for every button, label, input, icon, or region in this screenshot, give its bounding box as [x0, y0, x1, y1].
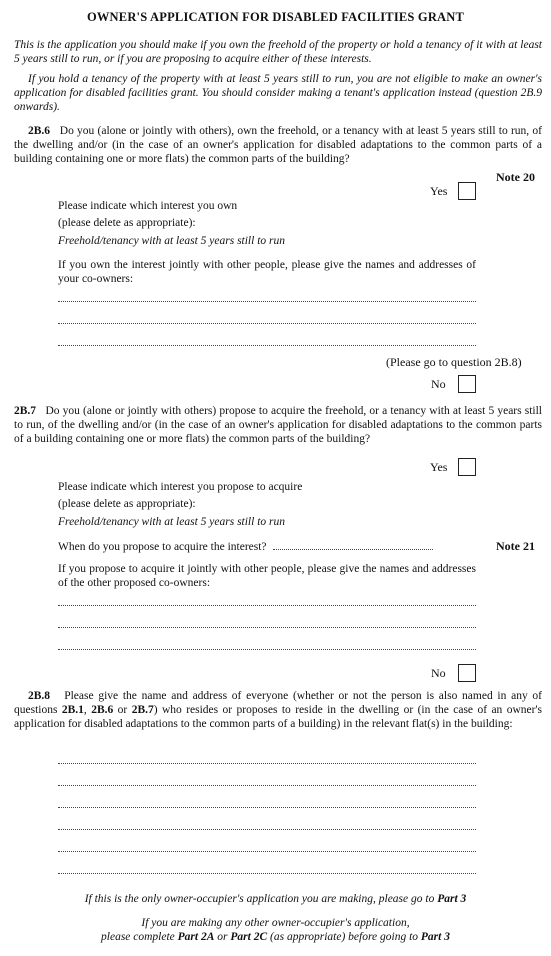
yes-checkbox-2b6[interactable] [458, 182, 476, 200]
question-text: Do you (alone or jointly with others), own the freehold, or a tenancy with at least 5 years still to run, of the dwelling and/or (in the case of an owner's application for disabled adaptations to the common parts of a building containing one or more flats) the common parts of the building? [14, 125, 542, 165]
separator: , [83, 704, 92, 716]
coowner-line[interactable] [58, 648, 476, 650]
part-ref: Part 3 [437, 893, 467, 905]
footer-text: please complete [101, 931, 178, 943]
question-ref: 2B.1 [61, 704, 84, 716]
separator: or [113, 704, 132, 716]
interest-acquire-prompt: Please indicate which interest you propose to acquire [58, 481, 303, 493]
acquire-date-field[interactable] [273, 539, 433, 550]
resident-line[interactable] [58, 872, 476, 874]
question-2b8 [14, 689, 542, 731]
no-label: No [431, 377, 446, 391]
acquire-date-prompt: When do you propose to acquire the interest? [58, 541, 267, 553]
question-text: ) who resides or proposes to reside in the dwelling or (in the case of an owner's application for disabled adaptations to the common parts of a building) in the relevant flat(s) in the building: [14, 704, 542, 730]
question-text: Please give the name and address of everyone (whether or not the person is also named in any of questions [14, 690, 542, 716]
page-title: OWNER'S APPLICATION FOR DISABLED FACILITIES GRANT [86, 10, 465, 24]
question-text: Do you (alone or jointly with others) propose to acquire the freehold, or a tenancy with at least 5 years still to run, of the dwelling and/or (in the case of an owner's application for disabled adaptations to the common parts of a building containing one or more flats) the common parts of the building? [14, 405, 542, 445]
coowner-line[interactable] [58, 626, 476, 628]
yes-label: Yes [430, 184, 448, 198]
part-ref: Part 3 [420, 931, 450, 943]
coowner-line[interactable] [58, 344, 476, 346]
question-number: 2B.8 [28, 690, 51, 702]
interest-options[interactable]: Freehold/tenancy with at least 5 years still to run [58, 235, 285, 247]
part-ref: Part 2C [230, 931, 268, 943]
footer-instruction-2: If you are making any other owner-occupier's application, [141, 917, 410, 929]
footer-instruction-1 [0, 892, 551, 906]
note-20: Note 20 [496, 170, 535, 184]
footer-instruction-3 [0, 930, 551, 944]
question-number: 2B.7 [14, 405, 37, 417]
coowners-prompt: If you own the interest jointly with other people, please give the names and addresses of your co-owners: [58, 259, 476, 285]
question-number: 2B.6 [28, 125, 51, 137]
footer-text: If this is the only owner-occupier's application you are making, please go to [84, 893, 438, 905]
resident-line[interactable] [58, 850, 476, 852]
goto-2b8-instruction: (Please go to question 2B.8) [386, 355, 522, 369]
resident-line[interactable] [58, 784, 476, 786]
yes-label: Yes [430, 460, 448, 474]
delete-instruction: (please delete as appropriate): [58, 498, 196, 510]
coowner-line[interactable] [58, 300, 476, 302]
question-ref: 2B.7 [131, 704, 154, 716]
footer-text: (as appropriate) before going to [267, 931, 421, 943]
resident-line[interactable] [58, 828, 476, 830]
acquire-date-row [58, 539, 478, 554]
resident-line[interactable] [58, 762, 476, 764]
question-2b6 [14, 124, 542, 166]
intro-paragraph: This is the application you should make if you own the freehold of the property or hold a tenancy of it with at least 5 years still to run, or if you are proposing to acquire either of these interests. [14, 39, 542, 65]
interest-options[interactable]: Freehold/tenancy with at least 5 years still to run [58, 516, 285, 528]
no-checkbox-2b6[interactable] [458, 375, 476, 393]
part-ref: Part 2A [177, 931, 215, 943]
coowner-line[interactable] [58, 322, 476, 324]
no-checkbox-2b7[interactable] [458, 664, 476, 682]
no-label: No [431, 666, 446, 680]
question-2b7 [14, 404, 542, 446]
resident-line[interactable] [58, 806, 476, 808]
coowners-prompt: If you propose to acquire it jointly with other people, please give the names and addresses of the other proposed co-owners: [58, 563, 476, 589]
question-ref: 2B.6 [91, 704, 114, 716]
note-21: Note 21 [496, 539, 535, 553]
coowner-line[interactable] [58, 604, 476, 606]
footer-text: or [214, 931, 231, 943]
yes-checkbox-2b7[interactable] [458, 458, 476, 476]
interest-owned-prompt: Please indicate which interest you own [58, 200, 238, 212]
delete-instruction: (please delete as appropriate): [58, 217, 196, 229]
tenant-notice-paragraph: If you hold a tenancy of the property with at least 5 years still to run, you are not eligible to make an owner's application for disabled facilities grant. You should consider making a tenant's application instead (question 2B.9 onwards). [14, 73, 542, 113]
